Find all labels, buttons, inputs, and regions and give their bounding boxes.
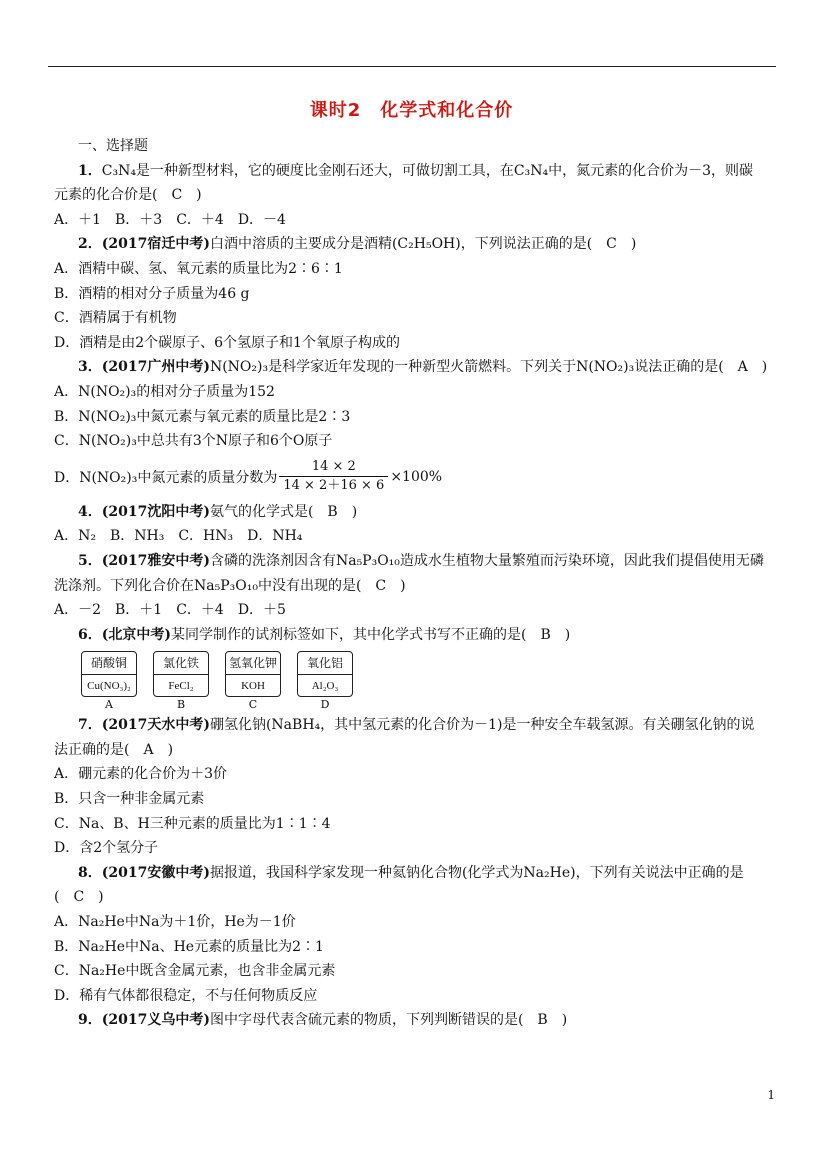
question-number: 6． [78,626,102,643]
question-6 [78,623,778,648]
question-text: 含磷的洗涤剂因含有Na₅P₃O₁₀造成水生植物大量繁殖而污染环境，因此我们提倡使用无磷 [209,552,764,569]
label-letter: C [248,698,258,712]
question-text: C₃N₄是一种新型材料，它的硬度比金刚石还大，可做切割工具，在C₃N₄中，氮元素的化合价为－3，则碳 [101,162,754,179]
question-text-continued: ( C ) [54,889,104,906]
label-box [225,651,281,697]
page-number: 1 [767,1088,775,1102]
question-text: 硼氢化钠(NaBH₄，其中氢元素的化合价为－1)是一种安全车载氢源。有关硼氢化钠的说 [209,717,755,734]
reagent-label-c [224,651,282,713]
question-source: (2017义乌中考) [101,1012,210,1029]
question-text: 据报道，我国科学家发现一种氦钠化合物(化学式为Na₂He)，下列有关说法中正确的是 [209,864,744,881]
question-4 [78,500,778,525]
question-5 [78,549,778,574]
option-a: A．Na₂He中Na为＋1价，He为－1价 [54,914,296,931]
label-formula: FeCl₂ [168,680,194,693]
option-b: B．酒精的相对分子质量为46 g [54,285,250,302]
label-letter: A [105,698,113,712]
question-text: 氨气的化学式是( B ) [209,503,358,520]
label-box [153,651,209,697]
fraction-denominator: 14 × 2＋16 × 6 [279,476,388,495]
question-text-continued: 洗涤剂。下列化合价在Na₅P₃O₁₀中没有出现的是( C ) [54,577,406,594]
label-formula: KOH [241,680,265,693]
question-8 [78,861,778,886]
question-text: N(NO₂)₃是科学家近年发现的一种新型火箭燃料。下列关于N(NO₂)₃说法正确的是( A ) [209,359,768,376]
question-list [54,134,778,1033]
option-c: C．Na₂He中既含金属元素，也含非金属元素 [54,963,336,980]
question-source: (2017沈阳中考) [101,503,210,520]
reagent-label-a [80,651,138,713]
option-a: A．N(NO₂)₃的相对分子质量为152 [54,383,275,400]
option-d-prefix: D．N(NO₂)₃中氮元素的质量分数为 [54,469,278,486]
section-heading: 一、选择题 [78,138,148,154]
question-source: (2017宿迁中考) [101,236,210,253]
option-a: A．酒精中碳、氢、氧元素的质量比为2∶6∶1 [54,260,343,277]
label-formula: Al₂O₃ [311,680,339,693]
question-text: 图中字母代表含硫元素的物质，下列判断错误的是( B ) [209,1012,568,1029]
question-number: 9． [78,1012,102,1029]
question-number: 2． [78,236,102,253]
answer-options: A．＋1 B．＋3 C．＋4 D．－4 [54,211,286,228]
question-source: (2017安徽中考) [101,864,210,881]
option-d: D．稀有气体都很稳定，不与任何物质反应 [54,987,318,1004]
reagent-labels [80,651,778,713]
question-text-continued: 元素的化合价是( C ) [54,187,202,204]
question-number: 3． [78,359,102,376]
option-d: D．含2个氢分子 [54,840,159,857]
option-d-suffix: ×100% [390,468,443,485]
option-a: A．硼元素的化合价为＋3价 [54,766,228,783]
option-b: B．Na₂He中Na、He元素的质量比为2∶1 [54,938,324,955]
answer-options: A．－2 B．＋1 C．＋4 D．＋5 [54,602,286,619]
question-source: (2017雅安中考) [101,552,210,569]
reagent-label-b [152,651,210,713]
label-letter: D [320,698,330,712]
question-source: (2017广州中考) [101,359,210,376]
fraction [279,458,388,495]
question-source: (2017天水中考) [101,717,210,734]
reagent-label-d [296,651,354,713]
question-number: 1． [78,162,102,179]
label-letter: B [176,698,186,712]
label-name: 氯化铁 [154,652,208,675]
label-box [297,651,353,697]
label-box [81,651,137,697]
question-text: 白酒中溶质的主要成分是酒精(C₂H₅OH)，下列说法正确的是( C ) [209,236,637,253]
option-b: B．N(NO₂)₃中氮元素与氧元素的质量比是2∶3 [54,408,351,425]
question-number: 7． [78,717,102,734]
option-c: C．Na、B、H三种元素的质量比为1∶1∶4 [54,815,331,832]
question-9 [78,1008,778,1033]
question-7 [78,713,778,738]
question-text: 某同学制作的试剂标签如下，其中化学式书写不正确的是( B ) [171,626,571,643]
option-d [54,454,778,500]
question-text-continued: 法正确的是( A ) [54,741,174,758]
option-d: D．酒精是由2个碳原子、6个氢原子和1个氧原子构成的 [54,334,400,351]
fraction-numerator: 14 × 2 [311,459,356,475]
label-name: 氢氧化钾 [226,652,280,675]
question-1 [78,159,778,184]
question-number: 8． [78,864,102,881]
option-c: C．酒精属于有机物 [54,310,177,327]
question-source: (北京中考) [101,626,171,643]
question-number: 4． [78,503,102,520]
question-3 [78,355,778,380]
label-name: 硝酸铜 [82,652,136,675]
header-rule [48,66,776,67]
page-title: 课时2 化学式和化合价 [309,100,514,121]
question-2 [78,232,778,257]
answer-options: A．N₂ B．NH₃ C．HN₃ D．NH₄ [54,528,303,545]
question-number: 5． [78,552,102,569]
option-c: C．N(NO₂)₃中总共有3个N原子和6个O原子 [54,433,333,450]
label-formula: Cu(NO₃)₂ [87,680,131,693]
option-b: B．只含一种非金属元素 [54,791,205,808]
label-name: 氧化铝 [298,652,352,675]
